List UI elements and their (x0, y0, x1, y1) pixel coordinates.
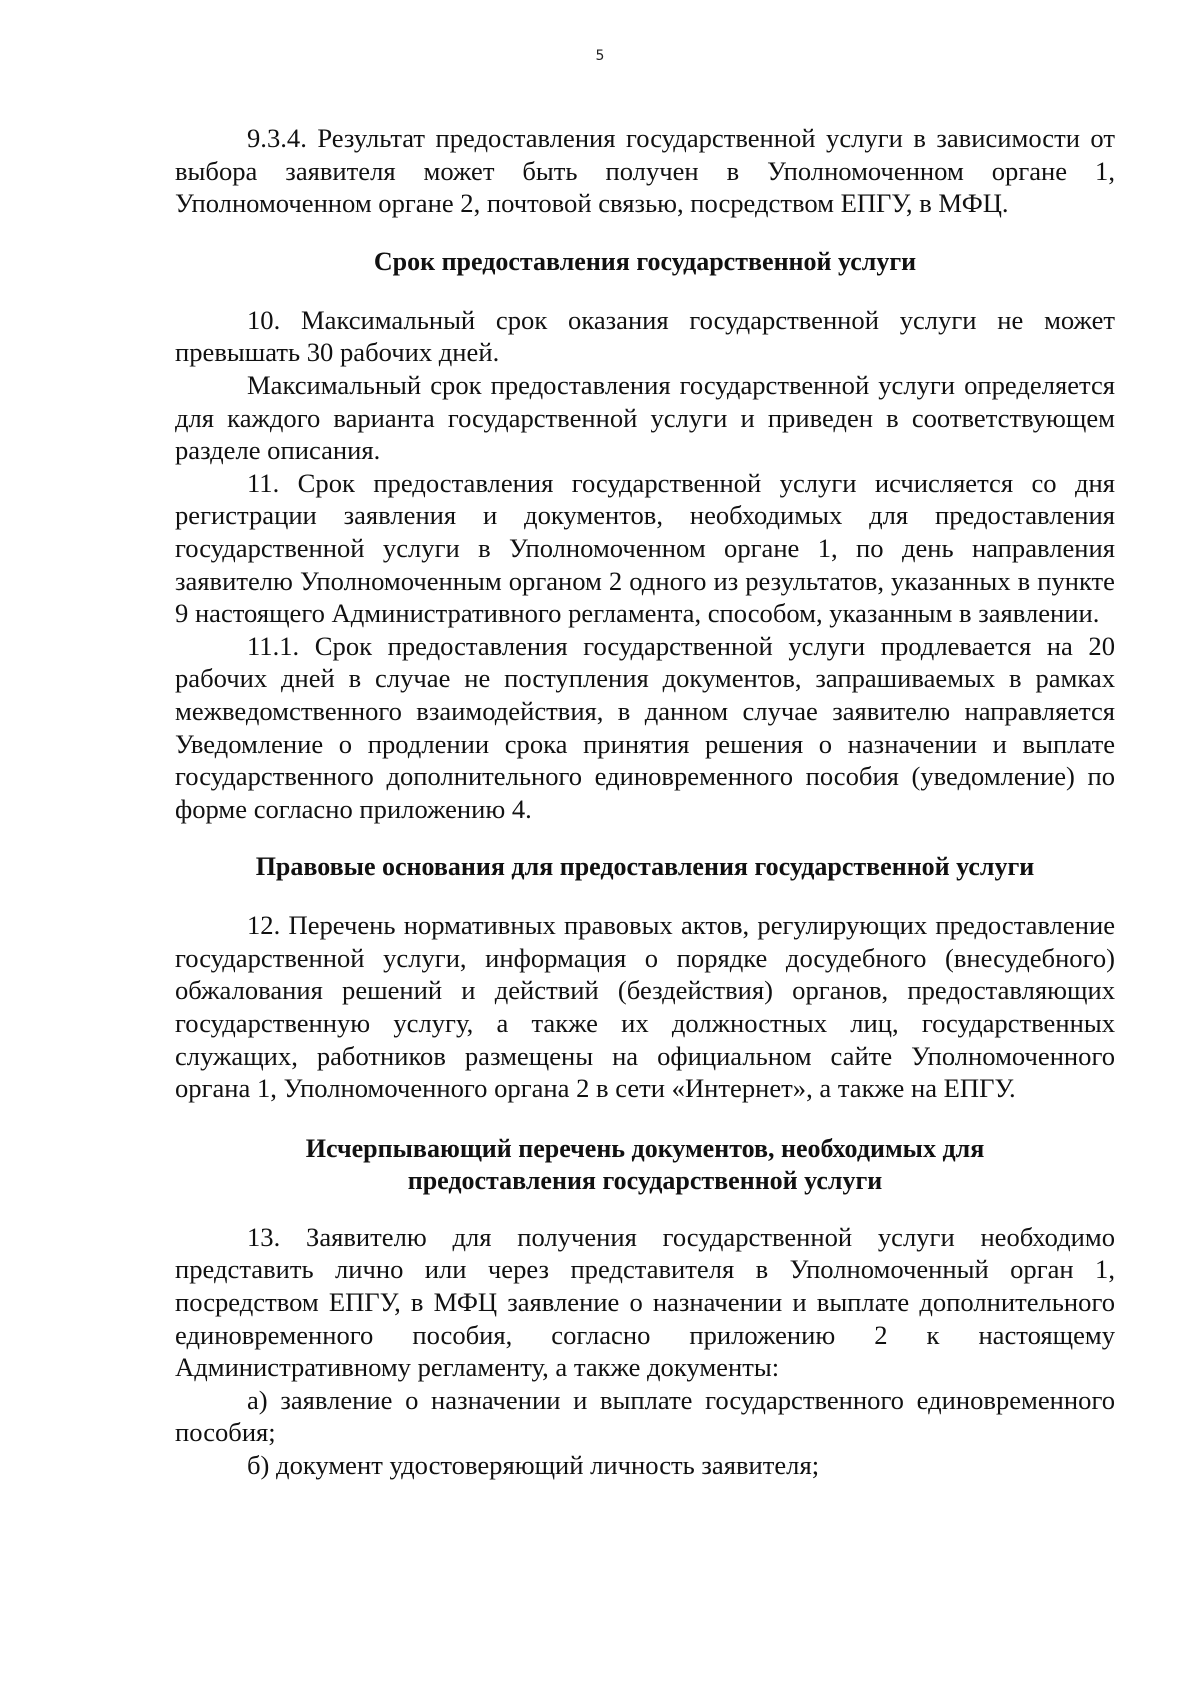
paragraph-12: 12. Перечень нормативных правовых актов, регулирующих предоставление государственной услуги, информация о порядке досудебного (внесудебного) обжалования решений и действий (бездействия) органов, предоставляющих государственную услугу, а также их должностных лиц, государственных служащих, работников размещены на официальном сайте Уполномоченного органа 1, Уполномоченного органа 2 в сети «Интернет», а также на ЕПГУ. (175, 910, 1115, 1104)
section-heading-documents (175, 1133, 1115, 1197)
paragraph-13-b: б) документ удостоверяющий личность заявителя; (247, 1450, 820, 1480)
section-heading-legal-basis: Правовые основания для предоставления государственной услуги (255, 852, 1035, 882)
document-body (175, 122, 1115, 1482)
section-heading-term: Срок предоставления государственной услуги (373, 246, 917, 276)
paragraph-13-a: а) заявление о назначении и выплате государственного единовременного пособия; (175, 1384, 1115, 1448)
page-number: 5 (595, 48, 605, 64)
section-heading-documents-line-1: Исчерпывающий перечень документов, необходимых для (305, 1133, 985, 1163)
paragraph-10-continued: Максимальный срок предоставления государственной услуги определяется для каждого варианта государственной услуги и приведен в соответствующем разделе описания. (175, 369, 1115, 466)
paragraph-11-1: 11.1. Срок предоставления государственной услуги продлевается на 20 рабочих дней в случае не поступления документов, запрашиваемых в рамках межведомственного взаимодействия, в данном случае заявителю направляется Уведомление о продлении срока принятия решения о назначении и выплате государственного дополнительного единовременного пособия (уведомление) по форме согласно приложению 4. (175, 630, 1115, 824)
paragraph-10: 10. Максимальный срок оказания государственной услуги не может превышать 30 рабочих дней. (175, 304, 1115, 368)
section-heading-documents-line-2: предоставления государственной услуги (407, 1165, 883, 1195)
paragraph-11: 11. Срок предоставления государственной услуги исчисляется со дня регистрации заявления и документов, необходимых для предоставления государственной услуги в Уполномоченном органе 1, по день направления заявителю Уполномоченным органом 2 одного из результатов, указанных в пункте 9 настоящего Административного регламента, способом, указанным в заявлении. (175, 467, 1115, 629)
paragraph-9-3-4: 9.3.4. Результат предоставления государственной услуги в зависимости от выбора заявителя может быть получен в Уполномоченном органе 1, Уполномоченном органе 2, почтовой связью, посредством ЕПГУ, в МФЦ. (175, 123, 1115, 219)
paragraph-13: 13. Заявителю для получения государственной услуги необходимо представить лично или через представителя в Уполномоченный орган 1, посредством ЕПГУ, в МФЦ заявление о назначении и выплате дополнительного единовременного пособия, согласно приложению 2 к настоящему Административному регламенту, а также документы: (175, 1221, 1115, 1383)
